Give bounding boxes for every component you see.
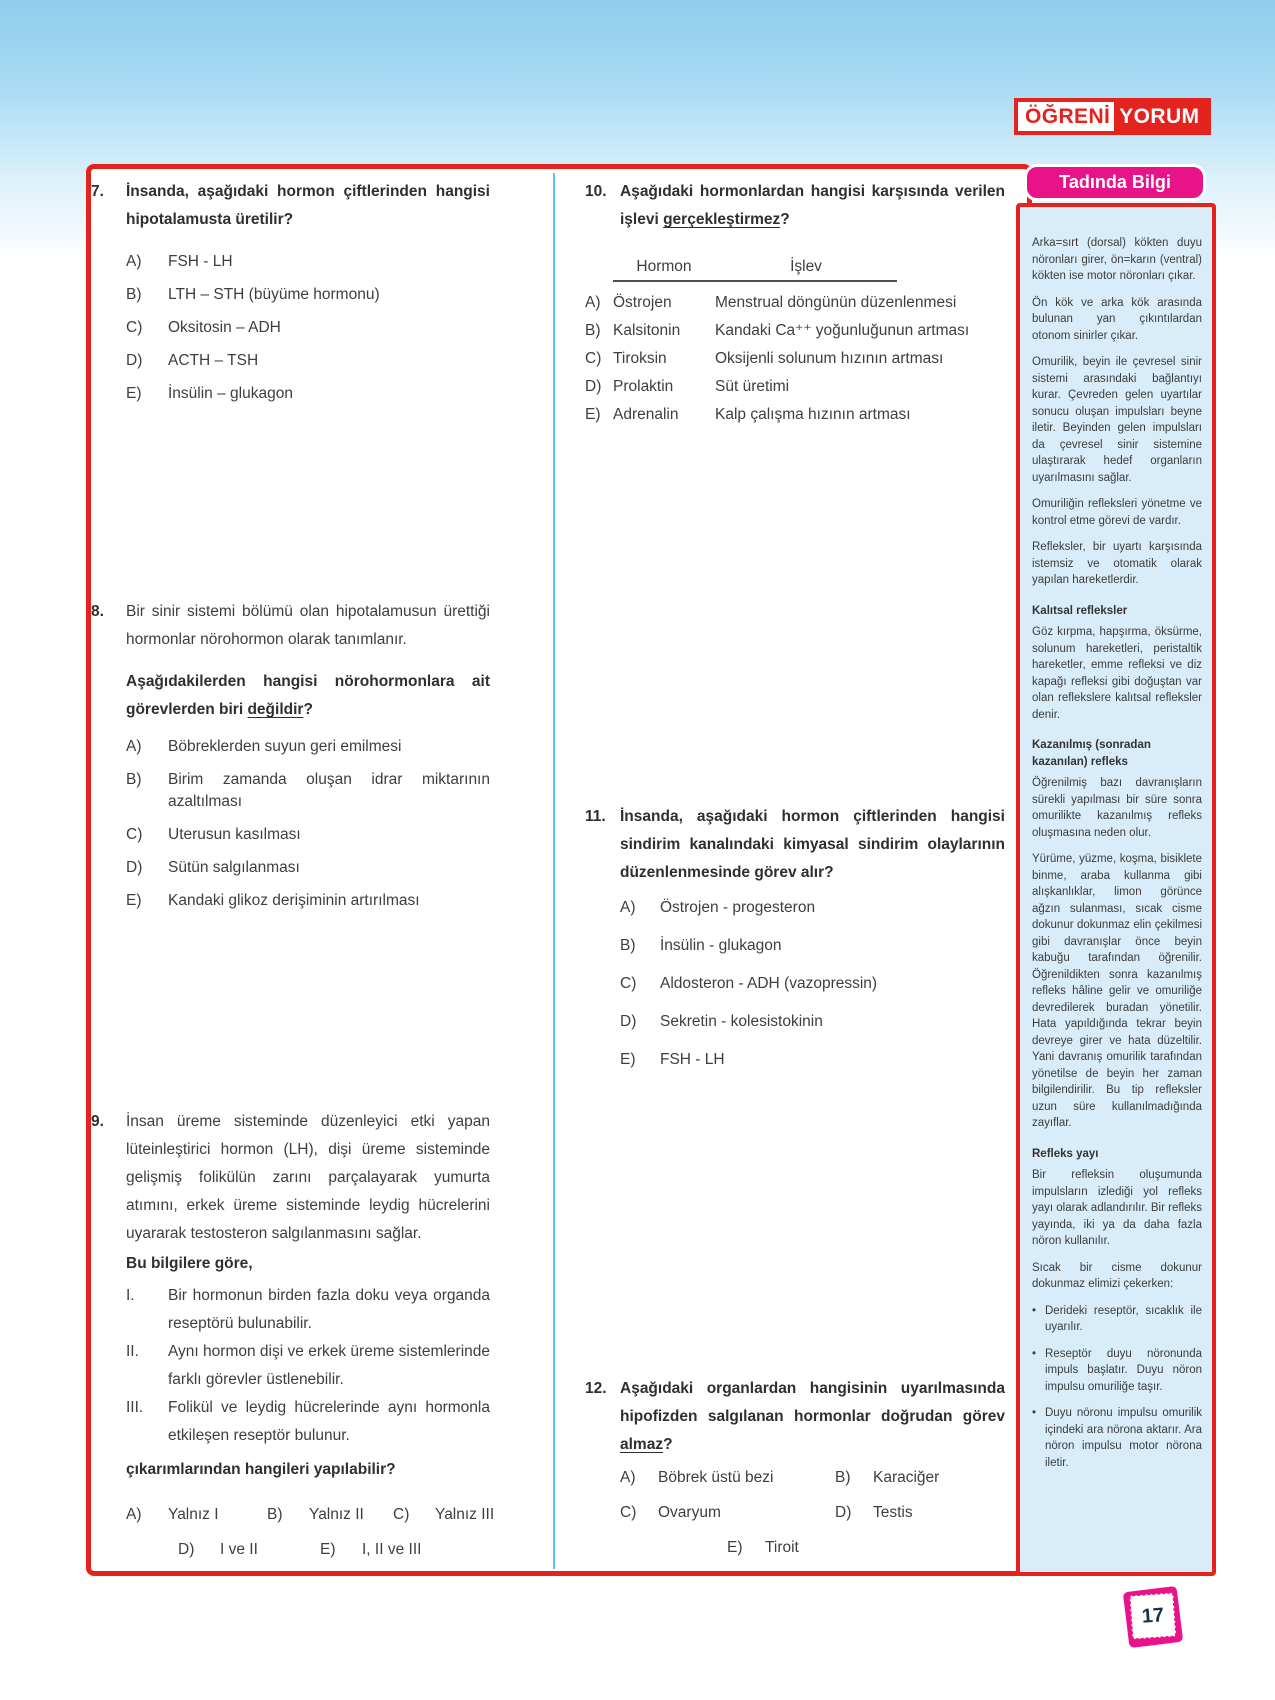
question-9-item-2 <box>126 1338 490 1394</box>
question-9-intro: İnsan üreme sisteminde düzenleyici etki yapan lüteinleştirici hormon (LH), dişi üreme sisteminde gelişmiş folikülün zarını parçalayarak yumurta atımını, erkek üreme sisteminde leydig hücrelerini uyararak testosteron salgılanmasını sağlar. <box>126 1113 490 1242</box>
option-letter: A) <box>126 1506 142 1523</box>
question-8-option-d <box>126 857 490 879</box>
table-header-row <box>585 258 1005 282</box>
stem-text: Aşağıdakilerden hangisi nörohormonlara ait görevlerden biri <box>126 673 490 718</box>
question-11-option-e <box>620 1049 1005 1071</box>
question-7-option-e <box>126 383 490 405</box>
option-letter: E) <box>585 405 601 423</box>
option-letter: B) <box>585 321 601 339</box>
question-9-options-row2 <box>91 1539 490 1561</box>
question-12-option-d <box>835 1502 1005 1524</box>
option-letter: D) <box>126 859 143 876</box>
question-12-option-e <box>727 1537 1005 1559</box>
question-7-option-b <box>126 284 490 306</box>
table-header-function-wrap <box>715 258 1005 282</box>
option-text: Karaciğer <box>873 1469 940 1486</box>
stem-underlined-word: değildir <box>247 701 304 718</box>
hormone-function-table <box>585 258 1005 426</box>
question-11-option-c <box>620 973 1005 995</box>
question-8-option-a <box>126 736 490 758</box>
question-7-number: 7. <box>91 183 104 200</box>
option-letter: D) <box>835 1504 852 1521</box>
bullet-icon: • <box>1032 1407 1037 1419</box>
hormone-name: Östrojen <box>613 293 672 311</box>
option-text: Kandaki glikoz derişiminin artırılması <box>168 892 420 909</box>
option-letter: C) <box>620 1504 637 1521</box>
brand-logo-part2: YORUM <box>1114 102 1207 131</box>
question-11-option-a <box>620 897 1005 919</box>
option-letter: D) <box>585 377 602 395</box>
hormone-name: Tiroksin <box>613 349 667 367</box>
option-text: Böbreklerden suyun geri emilmesi <box>168 738 402 755</box>
option-text: ACTH – TSH <box>168 352 259 369</box>
sidebar-heading-reflex-arc: Refleks yayı <box>1032 1147 1099 1160</box>
sidebar-heading-acquired-reflex: Kazanılmış (sonradan kazanılan) refleks <box>1032 739 1151 768</box>
question-12-stem <box>620 1375 1005 1459</box>
stem-text: Aşağıdaki organlardan hangisinin uyarılmasında hipofizden salgılanan hormonlar doğrudan görev <box>620 1380 1005 1425</box>
sidebar-paragraph: Omurilik, beyin ile çevresel sinir sistemi arasındaki bağlantıyı kurar. Çevreden gelen uyartılar sonucu oluşan impulsları beyne iletir. Beyinden gelen impulsları da çevresel sinir sistemine ulaştırarak hedef organların uyarılmasını sağlar. <box>1032 356 1202 484</box>
sidebar-title: Tadında Bilgi <box>1024 164 1206 201</box>
question-12-option-a <box>620 1467 835 1489</box>
question-9-option-e <box>320 1539 421 1561</box>
question-10-stem <box>620 178 1005 234</box>
option-text: Östrojen - progesteron <box>660 899 816 916</box>
option-letter: B) <box>126 286 142 303</box>
hormone-function: Kandaki Ca⁺⁺ yoğunluğunun artması <box>715 322 970 339</box>
bullet-text: Derideki reseptör, sıcaklık ile uyarılır. <box>1045 1304 1202 1333</box>
question-12 <box>585 1375 1005 1559</box>
option-text: Tiroit <box>765 1539 799 1556</box>
question-9-option-b <box>267 1504 364 1526</box>
option-text: Sütün salgılanması <box>168 859 300 876</box>
question-9-item-3 <box>126 1394 490 1450</box>
option-text: Yalnız II <box>309 1506 364 1523</box>
option-text: Böbrek üstü bezi <box>658 1469 774 1486</box>
option-letter: B) <box>620 937 636 954</box>
hormone-function: Oksijenli solunum hızının artması <box>715 350 944 367</box>
table-header-function: İşlev <box>715 258 897 282</box>
sidebar-paragraph: Yürüme, yüzme, koşma, bisiklete binme, araba kullanma gibi alışkanlıklar, limon görünce ağzın sulanması, sıcak cisme dokunur dokunmaz elin çekilmesi gibi davranışlar önce beyin kabuğu tarafından öğrenilir. Öğrenildikten sonra kazanılmış refleks hâline gelir ve omuriliğe devredilerek buradan yönetilir. Hata yapıldığında tekrar beyin devreye girer ve hata düzeltilir. Yani davranış omurilik tarafından yönetilse de beyin her zaman bilgilendirilir. Bu tip refleksler uzun süre kullanılmadığında zayıflar. <box>1032 853 1202 1129</box>
option-letter: B) <box>267 1506 283 1523</box>
sidebar-body <box>1020 207 1212 1471</box>
hormone-name: Prolaktin <box>613 377 674 395</box>
stem-underlined-word: almaz <box>620 1436 664 1453</box>
question-11-option-b <box>620 935 1005 957</box>
page-number: 17 <box>1129 1593 1176 1640</box>
option-text: I ve II <box>220 1541 258 1558</box>
question-10 <box>585 178 1005 431</box>
hormone-name: Kalsitonin <box>613 321 681 339</box>
option-letter: A) <box>585 293 601 311</box>
question-9-option-d <box>178 1539 258 1561</box>
sidebar-bullet-list <box>1032 1303 1202 1472</box>
brand-logo <box>1014 98 1211 135</box>
option-text: FSH - LH <box>660 1051 725 1068</box>
item-text: Bir hormonun birden fazla doku veya organda reseptörü bulunabilir. <box>168 1287 490 1332</box>
question-12-number: 12. <box>585 1380 607 1397</box>
option-letter: E) <box>126 892 142 909</box>
sidebar-paragraph: Öğrenilmiş bazı davranışların sürekli yapılması bir süre sonra omurilikte kazanılmış refleks oluşmasına neden olur. <box>1032 777 1202 839</box>
option-text: I, II ve III <box>362 1541 422 1558</box>
sidebar-paragraph: Göz kırpma, hapşırma, öksürme, solunum hareketleri, peristaltik hareketler, emme refleksi ve diz kapağı refleksi gibi doğuştan var olan reflekslere kalıtsal refleksler denir. <box>1032 626 1202 721</box>
bullet-text: Duyu nöronu impulsu omurilik içindeki ara nörona aktarır. Ara nöron impulsu motor nörona iletir. <box>1045 1407 1202 1469</box>
sidebar-paragraph: Ön kök ve arka kök arasında bulunan yan çıkıntılardan otonom sinirler çıkar. <box>1032 296 1202 342</box>
option-text: Uterusun kasılması <box>168 826 301 843</box>
table-row <box>585 347 1005 370</box>
option-text: İnsülin – glukagon <box>168 385 293 402</box>
item-text: Folikül ve leydig hücrelerinde aynı hormonla etkileşen reseptör bulunur. <box>168 1399 490 1444</box>
hormone-function: Menstrual döngünün düzenlenmesi <box>715 294 957 311</box>
option-text: Ovaryum <box>658 1504 721 1521</box>
question-12-option-c <box>620 1502 835 1524</box>
option-letter: E) <box>320 1541 336 1558</box>
question-9-lead: Bu bilgilere göre, <box>126 1255 253 1272</box>
item-text: Aynı hormon dişi ve erkek üreme sistemlerinde farklı görevler üstlenebilir. <box>168 1343 490 1388</box>
option-letter: E) <box>727 1539 743 1556</box>
question-8-option-b <box>126 769 490 813</box>
option-text: Testis <box>873 1504 913 1521</box>
hormone-function: Süt üretimi <box>715 378 790 395</box>
option-letter: A) <box>126 738 142 755</box>
option-text: Yalnız III <box>435 1506 495 1523</box>
stem-text: ? <box>663 1436 673 1453</box>
sidebar-bullet-item <box>1032 1303 1202 1336</box>
page-number-badge <box>1123 1586 1183 1648</box>
option-letter: B) <box>126 771 142 788</box>
question-7-option-c <box>126 317 490 339</box>
bullet-text: Reseptör duyu nöronunda impuls başlatır. Duyu nöron impulsu omuriliğe taşır. <box>1045 1347 1202 1393</box>
option-letter: C) <box>126 319 143 336</box>
option-letter: B) <box>835 1469 851 1486</box>
stem-text: ? <box>303 701 313 718</box>
table-row <box>585 403 1005 426</box>
sidebar-paragraph: Omuriliğin refleksleri yönetme ve kontrol etme görevi de vardır. <box>1032 498 1202 527</box>
stem-text: ? <box>780 211 790 228</box>
sidebar-bullet-item <box>1032 1405 1202 1471</box>
sidebar-paragraph: Bir refleksin oluşumunda impulsların izlediği yol refleks yayı olarak adlandırılır. Bir refleks yayında, iki ya da daha fazla nöron kullanılır. <box>1032 1169 1203 1247</box>
sidebar-bullet-item <box>1032 1346 1202 1396</box>
option-text: Birim zamanda oluşan idrar miktarının azaltılması <box>168 771 490 810</box>
question-12-options-grid <box>620 1467 1005 1524</box>
sidebar-paragraph: Arka=sırt (dorsal) kökten duyu nöronları girer, ön=karın (ventral) kökten ise motor nöronları çıkar. <box>1032 237 1202 282</box>
option-letter: E) <box>620 1051 636 1068</box>
option-letter: C) <box>585 349 602 367</box>
question-7 <box>91 178 490 416</box>
stem-underlined-word: gerçekleştirmez <box>663 211 781 228</box>
question-7-option-d <box>126 350 490 372</box>
column-divider <box>553 173 555 1569</box>
option-letter: C) <box>620 975 637 992</box>
question-11-number: 11. <box>585 808 606 825</box>
question-8 <box>91 598 490 923</box>
stem-text: Aşağıdaki hormonlardan hangisi karşısında verilen işlevi <box>620 183 1005 228</box>
table-row <box>585 375 1005 398</box>
option-text: Sekretin - kolesistokinin <box>660 1013 823 1030</box>
option-text: Yalnız I <box>168 1506 219 1523</box>
question-8-stem <box>126 668 490 724</box>
questions-panel <box>86 164 1032 1576</box>
question-9-stem: çıkarımlarından hangileri yapılabilir? <box>126 1461 396 1478</box>
option-text: Aldosteron - ADH (vazopressin) <box>660 975 878 992</box>
item-numeral: I. <box>126 1287 135 1304</box>
question-8-intro: Bir sinir sistemi bölümü olan hipotalamusun ürettiği hormonlar nörohormon olarak tanımlanır. <box>126 603 490 648</box>
option-letter: A) <box>126 253 142 270</box>
hormone-name: Adrenalin <box>613 405 679 423</box>
table-row <box>585 291 1005 314</box>
question-10-number: 10. <box>585 183 607 200</box>
item-numeral: II. <box>126 1343 139 1360</box>
question-9 <box>91 1108 495 1561</box>
sidebar-heading-hereditary-reflexes: Kalıtsal refleksler <box>1032 604 1128 617</box>
option-letter: D) <box>126 352 143 369</box>
question-11 <box>585 803 1005 1087</box>
question-9-options-row1 <box>91 1504 495 1526</box>
hormone-function: Kalp çalışma hızının artması <box>715 406 911 423</box>
sidebar-paragraph: Refleksler, bir uyartı karşısında istemsiz ve otomatik olarak yapılan hareketlerdir. <box>1032 541 1202 586</box>
question-9-option-c <box>393 1504 494 1526</box>
question-8-option-c <box>126 824 490 846</box>
bullet-icon: • <box>1032 1304 1037 1317</box>
question-9-number: 9. <box>91 1113 104 1130</box>
question-7-stem: İnsanda, aşağıdaki hormon çiftlerinden hangisi hipotalamusta üretilir? <box>126 183 490 228</box>
option-letter: A) <box>620 1469 636 1486</box>
sidebar-paragraph: Sıcak bir cisme dokunur dokunmaz elimizi çekerken: <box>1032 1261 1202 1290</box>
item-numeral: III. <box>126 1399 144 1416</box>
question-12-option-b <box>835 1467 1005 1489</box>
option-letter: E) <box>126 385 142 402</box>
info-sidebar <box>1016 203 1216 1576</box>
brand-logo-part1: ÖĞRENİ <box>1018 102 1114 131</box>
option-letter: D) <box>620 1013 637 1030</box>
option-letter: A) <box>620 899 636 916</box>
option-text: İnsülin - glukagon <box>660 937 782 954</box>
option-letter: C) <box>393 1506 410 1523</box>
question-8-option-e <box>126 890 490 912</box>
option-letter: C) <box>126 826 143 843</box>
option-text: Oksitosin – ADH <box>168 319 281 336</box>
option-text: FSH - LH <box>168 253 233 270</box>
question-11-option-d <box>620 1011 1005 1033</box>
question-9-item-1 <box>126 1282 490 1338</box>
question-8-number: 8. <box>91 603 104 620</box>
table-row <box>585 319 1005 342</box>
question-11-stem: İnsanda, aşağıdaki hormon çiftlerinden hangisi sindirim kanalındaki kimyasal sindirim olaylarının düzenlenmesinde görev alır? <box>620 808 1005 881</box>
question-9-option-a <box>126 1504 219 1526</box>
option-letter: D) <box>178 1541 195 1558</box>
bullet-icon: • <box>1032 1347 1037 1360</box>
table-header-hormone: Hormon <box>613 258 715 282</box>
option-text: LTH – STH (büyüme hormonu) <box>168 286 380 303</box>
question-7-option-a <box>126 251 490 273</box>
